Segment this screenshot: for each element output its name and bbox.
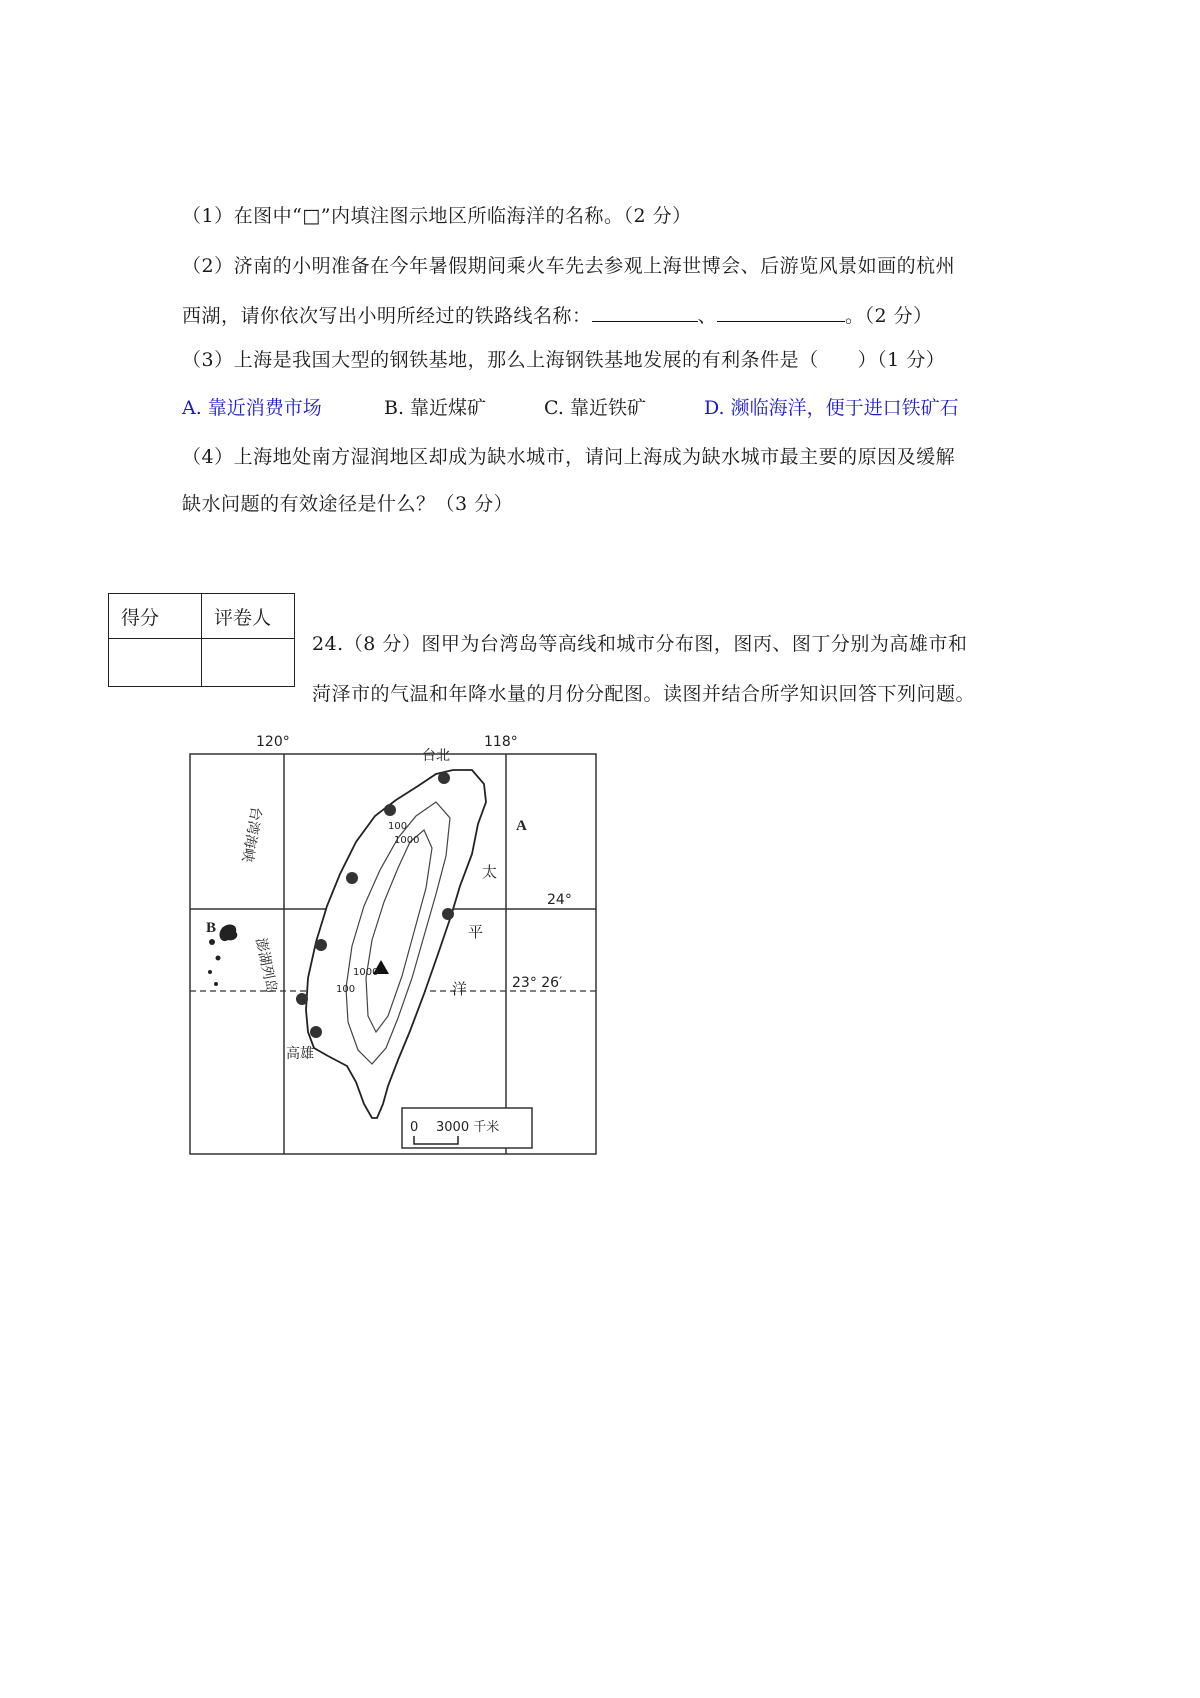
question-4-line-1: （4）上海地处南方湿润地区却成为缺水城市，请问上海成为缺水城市最主要的原因及缓解 (182, 446, 956, 468)
score-cell[interactable] (109, 639, 202, 687)
grader-cell[interactable] (202, 639, 295, 687)
latitude-label-24: 24° (547, 892, 572, 908)
question-2-line-2 (182, 301, 933, 328)
taiwan-contour-map (188, 726, 600, 1158)
question-4-line-2: 缺水问题的有效途径是什么？（3 分） (182, 493, 514, 515)
ocean-label-char: 平 (468, 923, 484, 941)
answer-blank-1[interactable] (592, 301, 698, 322)
contour-label-1000: 1000 (394, 835, 420, 846)
longitude-label-120: 120° (256, 734, 290, 750)
penghu-island-shape (214, 982, 218, 986)
strait-label: 台湾海峡 (238, 805, 264, 864)
grader-header: 评卷人 (202, 594, 295, 639)
question-2-end: 。（2 分） (845, 305, 933, 327)
tropic-label: 23° 26′ (512, 975, 563, 991)
contour-label-1000: 1000 (353, 967, 379, 978)
ocean-label-char: 洋 (452, 980, 468, 998)
city-dot (346, 872, 358, 884)
question-2-line-1: （2）济南的小明准备在今年暑假期间乘火车先去参观上海世博会、后游览风景如画的杭州 (182, 255, 956, 277)
option-a: A. 靠近消费市场 (182, 397, 322, 419)
contour-label-100: 100 (336, 984, 356, 995)
question-2-separator: 、 (697, 305, 718, 327)
question-2-text: 西湖，请你依次写出小明所经过的铁路线名称： (182, 305, 592, 327)
city-label-taibei: 台北 (422, 748, 450, 764)
answer-blank-2[interactable] (717, 301, 845, 322)
option-d: D. 濒临海洋，便于进口铁矿石 (704, 397, 959, 419)
city-dot (315, 939, 327, 951)
score-header: 得分 (109, 594, 202, 639)
question-24-line-1: 24.（8 分）图甲为台湾岛等高线和城市分布图，图丙、图丁分别为高雄市和 (312, 633, 968, 655)
question-3: （3）上海是我国大型的钢铁基地，那么上海钢铁基地发展的有利条件是（ ）（1 分） (182, 349, 946, 371)
city-dot (296, 993, 308, 1005)
scale-label: 3000 千米 (436, 1120, 500, 1135)
penghu-island-shape (216, 956, 221, 961)
ocean-label-char: 太 (482, 863, 498, 881)
question-1: （1）在图中“□”内填注图示地区所临海洋的名称。（2 分） (182, 205, 692, 227)
scale-zero: 0 (410, 1120, 419, 1135)
penghu-island-shape (220, 925, 238, 942)
city-dot (384, 804, 396, 816)
contour-label-100: 100 (388, 821, 408, 832)
city-gaoxiong-dot (310, 1026, 322, 1038)
city-dot (442, 908, 454, 920)
question-24-line-2: 菏泽市的气温和年降水量的月份分配图。读图并结合所学知识回答下列问题。 (312, 683, 976, 705)
sea-box-b: B (206, 920, 217, 936)
penghu-island-shape (208, 970, 212, 974)
city-taibei-dot (438, 772, 450, 784)
city-label-gaoxiong: 高雄 (286, 1046, 314, 1062)
longitude-label-118: 118° (484, 734, 518, 750)
ocean-box-a: A (516, 818, 527, 834)
option-b: B. 靠近煤矿 (384, 397, 487, 419)
option-c: C. 靠近铁矿 (544, 397, 646, 419)
penghu-island-shape (209, 939, 215, 945)
penghu-label: 澎湖列岛 (252, 936, 280, 995)
score-table (108, 593, 295, 687)
